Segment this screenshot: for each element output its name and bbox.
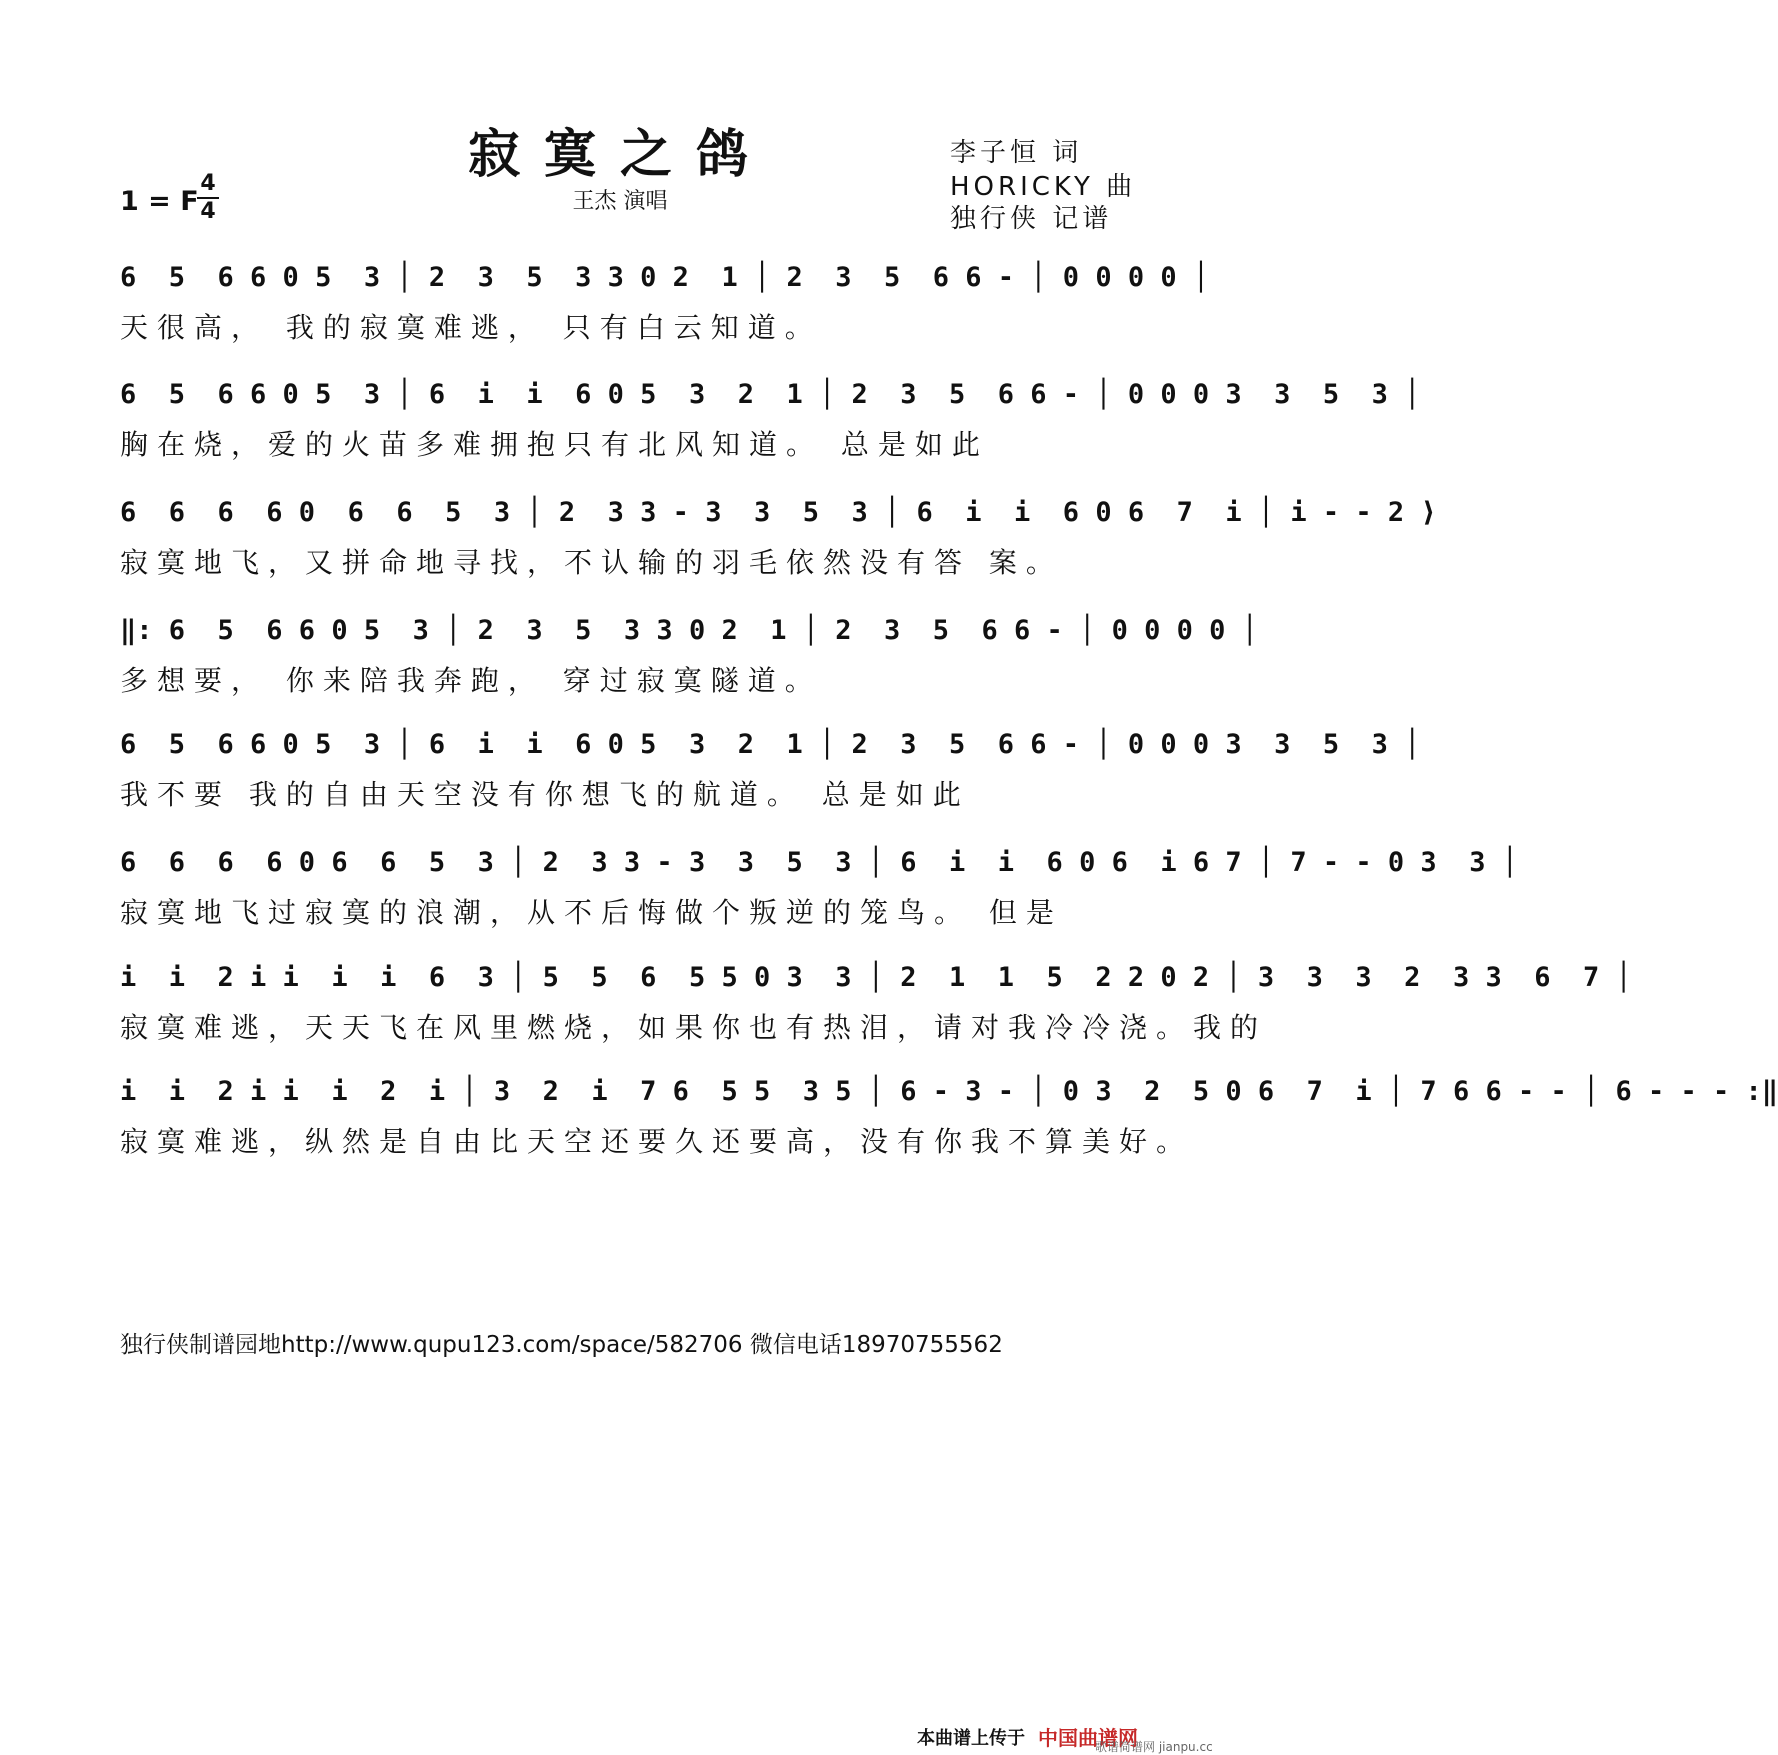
singer-credit: 王杰 演唱: [572, 189, 668, 214]
notation-line: i i 2 i i i 2 i │ 3 2 i 7 6 5 5 3 5 │ 6 - 3 - │ 0 3 2 5 0 6 7 i │ 7 6 6 - - │ 6 - - - :‖: [120, 1076, 1778, 1107]
notation-line: 6 5 6 6 0 5 3 │ 6 i i 6 0 5 3 2 1 │ 2 3 5 6 6 - │ 0 0 0 3 3 5 3 │: [120, 379, 1421, 410]
lyric-line: 多想要， 你来陪我奔跑， 穿过寂寞隧道。: [120, 664, 822, 697]
lyric-line: 寂寞难逃，纵然是自由比天空还要久还要高，没有你我不算美好。: [120, 1125, 1194, 1158]
music-system-6: [120, 835, 1518, 935]
lyric-line: 寂寞地飞，又拼命地寻找，不认输的羽毛依然没有答 案。: [120, 546, 1063, 579]
footer-note: 独行侠制谱园地http://www.qupu123.com/space/582706 微信电话18970755562: [120, 1332, 1003, 1358]
lyric-line: 天很高， 我的寂寞难逃， 只有白云知道。: [120, 311, 822, 344]
time-signature-bottom: 4: [200, 199, 216, 224]
music-system-4: [120, 603, 1258, 703]
notation-line: 6 6 6 6 0 6 6 5 3 │ 2 3 3 - 3 3 5 3 │ 6 i i 6 0 6 i 6 7 │ 7 - - 0 3 3 │: [120, 847, 1518, 878]
key-signature: 1 = F: [120, 186, 199, 217]
music-system-1: [120, 250, 1210, 350]
notation-line: 6 6 6 6 0 6 6 5 3 │ 2 3 3 - 3 3 5 3 │ 6 i i 6 0 6 7 i │ i - - 2 ⟩: [120, 497, 1437, 528]
lyricist-credit: 李子恒 词: [950, 138, 1083, 168]
lyric-line: 寂寞难逃，天天飞在风里燃烧，如果你也有热泪，请对我冷冷浇。我的: [120, 1011, 1268, 1044]
transcriber-credit: 独行侠 记谱: [950, 204, 1113, 234]
music-system-8: [120, 1064, 1778, 1164]
notation-line: 6 5 6 6 0 5 3 │ 6 i i 6 0 5 3 2 1 │ 2 3 5 6 6 - │ 0 0 0 3 3 5 3 │: [120, 729, 1421, 760]
music-system-7: [120, 950, 1632, 1050]
lyric-line: 我不要 我的自由天空没有你想飞的航道。 总是如此: [120, 778, 970, 811]
notation-line: 6 5 6 6 0 5 3 │ 2 3 5 3 3 0 2 1 │ 2 3 5 6 6 - │ 0 0 0 0 │: [120, 262, 1210, 293]
notation-line: i i 2 i i i i 6 3 │ 5 5 6 5 5 0 3 3 │ 2 1 1 5 2 2 0 2 │ 3 3 3 2 3 3 6 7 │: [120, 962, 1632, 993]
lyric-line: 胸在烧，爱的火苗多难拥抱只有北风知道。 总是如此: [120, 428, 989, 461]
music-system-5: [120, 717, 1421, 817]
music-system-2: [120, 367, 1421, 467]
composer-credit: HORICKY 曲: [950, 172, 1137, 202]
music-system-3: [120, 485, 1437, 585]
notation-line: ‖: 6 5 6 6 0 5 3 │ 2 3 5 3 3 0 2 1 │ 2 3 5 6 6 - │ 0 0 0 0 │: [120, 615, 1258, 646]
lyric-line: 寂寞地飞过寂寞的浪潮，从不后悔做个叛逆的笼鸟。 但是: [120, 896, 1063, 929]
time-signature: [197, 172, 219, 224]
song-title: 寂寞之鸽: [467, 124, 772, 185]
site-watermark: 歌谱简谱网 jianpu.cc: [1095, 1740, 1213, 1754]
upload-watermark: 本曲谱上传于: [917, 1728, 1025, 1749]
time-signature-top: 4: [200, 171, 216, 196]
brand-logo: 中国曲谱网: [1038, 1726, 1138, 1750]
